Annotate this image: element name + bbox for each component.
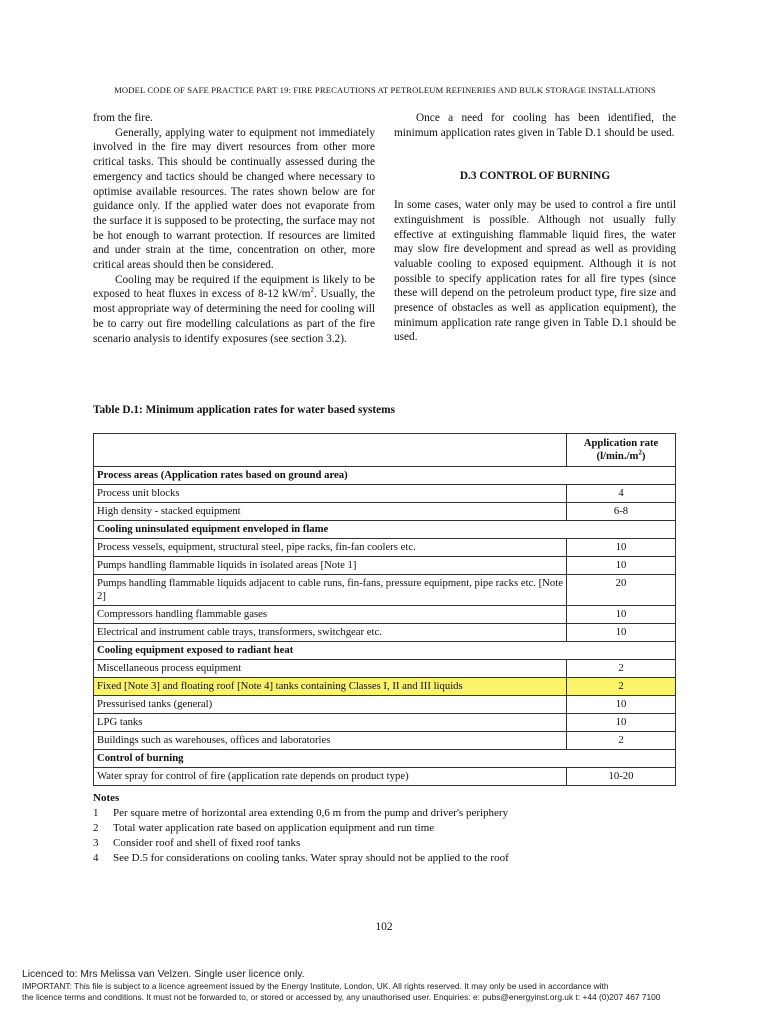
table-row [94, 660, 676, 678]
table-group-row [94, 642, 676, 660]
note-item [93, 836, 653, 851]
legal-line-1: IMPORTANT: This file is subject to a licence agreement issued by the Energy Institute, London, UK. All rights reserved. It may only be used in accordance with [22, 981, 609, 991]
table-row [94, 696, 676, 714]
table-row [94, 539, 676, 557]
note-number: 3 [93, 837, 99, 849]
left-column [93, 111, 375, 346]
superscript: 2 [310, 286, 314, 295]
row-label: Miscellaneous process equipment [94, 660, 567, 678]
header-line-1: Application rate [583, 437, 659, 449]
right-paragraph-1: Once a need for cooling has been identified, the minimum application rates given in Table D.1 should be used. [394, 112, 676, 139]
licence-line: Licenced to: Mrs Melissa van Velzen. Single user licence only. [22, 969, 305, 980]
row-value: 6-8 [567, 503, 676, 521]
left-paragraph-3-text: Cooling may be required if the equipment is likely to be exposed to heat fluxes in excess of 8-12 kW/m [93, 273, 375, 301]
table-header-blank-cell [94, 434, 567, 467]
legal-line-2: the licence terms and conditions. It must not be forwarded to, or stored or accessed by, any unauthorised user. Enquiries: e: pubs@energyinst.org.uk t: +44 (0)207 467 7100 [22, 992, 661, 1002]
note-number: 1 [93, 807, 99, 819]
row-value: 10 [567, 606, 676, 624]
table-row [94, 732, 676, 750]
application-rate-header [567, 434, 676, 467]
table-header-row [94, 434, 676, 467]
group-label: Cooling equipment exposed to radiant heat [94, 642, 676, 660]
table-row [94, 714, 676, 732]
row-label: Buildings such as warehouses, offices and laboratories [94, 732, 567, 750]
row-value: 10 [567, 624, 676, 642]
row-value: 10-20 [567, 768, 676, 786]
table-row [94, 624, 676, 642]
row-label: Pumps handling flammable liquids adjacent to cable runs, fin-fans, pressure equipment, pipe racks etc. [Note 2] [94, 575, 567, 606]
note-text: See D.5 for considerations on cooling tanks. Water spray should not be applied to the roof [113, 852, 509, 864]
notes-list [93, 806, 653, 866]
row-label: Compressors handling flammable gases [94, 606, 567, 624]
note-item [93, 806, 653, 821]
row-value: 2 [567, 678, 676, 696]
row-value: 10 [567, 714, 676, 732]
notes-title: Notes [93, 792, 120, 804]
table-title: Table D.1: Minimum application rates for water based systems [93, 404, 395, 416]
row-label: Water spray for control of fire (application rate depends on product type) [94, 768, 567, 786]
right-column [394, 111, 676, 345]
row-label: Pumps handling flammable liquids in isolated areas [Note 1] [94, 557, 567, 575]
header-superscript: 2 [638, 448, 642, 457]
notes-section [93, 791, 653, 866]
group-label: Process areas (Application rates based on ground area) [94, 467, 676, 485]
table-row [94, 557, 676, 575]
row-value: 20 [567, 575, 676, 606]
left-paragraph-3-text-end: . Usually, the most appropriate way of determining the need for cooling will be to carry out fire modelling calculations as part of the fire scenario analysis to identify exposures (see section 3.2). [93, 288, 375, 345]
note-number: 2 [93, 822, 99, 834]
table-row [94, 485, 676, 503]
note-item [93, 821, 653, 836]
table-row [94, 768, 676, 786]
table-row [94, 606, 676, 624]
page-number: 102 [375, 921, 393, 933]
note-text: Per square metre of horizontal area extending 0,6 m from the pump and driver's periphery [113, 807, 509, 819]
row-label: Pressurised tanks (general) [94, 696, 567, 714]
note-item [93, 851, 653, 866]
row-label: Fixed [Note 3] and floating roof [Note 4] tanks containing Classes I, II and III liquids [94, 678, 567, 696]
left-paragraph-1: from the fire. [93, 112, 153, 124]
header-line-2-end: ) [641, 450, 646, 462]
table-group-row [94, 750, 676, 768]
table-group-row [94, 467, 676, 485]
row-label: Electrical and instrument cable trays, transformers, switchgear etc. [94, 624, 567, 642]
row-label: LPG tanks [94, 714, 567, 732]
table-row [94, 678, 676, 696]
right-paragraph-2: In some cases, water only may be used to control a fire until extinguishment is possible. Although not usually fully effective at extinguishing flammable liquid fires, the water may slow fire development and spread as well as providing valuable cooling to exposed equipment. Although it is not possible to specify application rates for all fire types (since these will depend on the petroleum product type, fire size and presence of obstacles as well as application equipment), the minimum application rate range given in Table D.1 should be used. [394, 199, 676, 344]
group-label: Cooling uninsulated equipment enveloped in flame [94, 521, 676, 539]
licence-footer [22, 968, 752, 1003]
row-value: 10 [567, 539, 676, 557]
left-paragraph-3 [93, 273, 375, 347]
note-number: 4 [93, 852, 99, 864]
table-group-row [94, 521, 676, 539]
row-label: Process unit blocks [94, 485, 567, 503]
running-header: MODEL CODE OF SAFE PRACTICE PART 19: FIRE PRECAUTIONS AT PETROLEUM REFINERIES AND BULK STORAGE INSTALLATIONS [114, 85, 656, 95]
group-label: Control of burning [94, 750, 676, 768]
note-text: Total water application rate based on application equipment and run time [113, 822, 435, 834]
row-label: High density - stacked equipment [94, 503, 567, 521]
note-text: Consider roof and shell of fixed roof tanks [113, 837, 301, 849]
header-line-2: (l/min./m [596, 450, 639, 462]
application-rates-table [93, 433, 676, 786]
row-value: 2 [567, 732, 676, 750]
section-heading: D.3 CONTROL OF BURNING [459, 170, 611, 183]
left-paragraph-2: Generally, applying water to equipment not immediately involved in the fire may divert resources from other more critical tasks. This should be continually assessed during the emergency and tactics should be changed where necessary to optimise available resources. The rates shown below are for guidance only. If the applied water does not evaporate from the surface it is supposed to be protecting, the surface may not be hot enough to warrant protection. If resources are limited and under strain at the time, concentration on other, more critical areas should then be considered. [93, 126, 375, 272]
table-row [94, 503, 676, 521]
row-value: 2 [567, 660, 676, 678]
table-row [94, 575, 676, 606]
row-value: 4 [567, 485, 676, 503]
row-value: 10 [567, 696, 676, 714]
row-value: 10 [567, 557, 676, 575]
row-label: Process vessels, equipment, structural steel, pipe racks, fin-fan coolers etc. [94, 539, 567, 557]
